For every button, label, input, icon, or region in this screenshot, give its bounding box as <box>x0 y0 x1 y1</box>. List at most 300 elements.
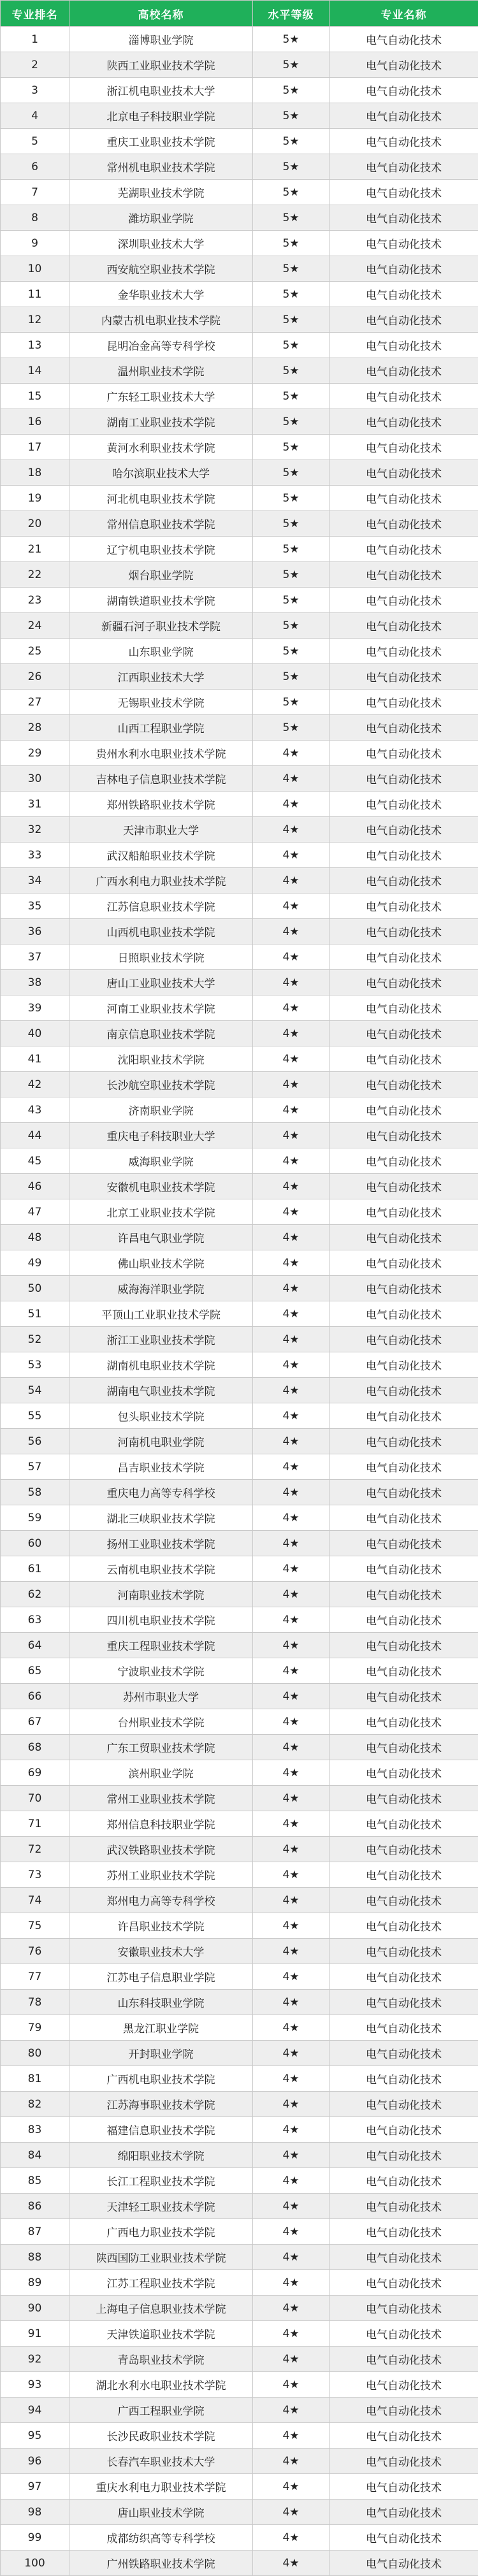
major-name-cell: 电气自动化技术 <box>330 1046 478 1072</box>
level-cell: 4★ <box>253 2117 330 2143</box>
major-name-cell: 电气自动化技术 <box>330 1862 478 1888</box>
table-row <box>1 78 478 103</box>
level-cell: 4★ <box>253 1684 330 1709</box>
rank-cell: 44 <box>1 1123 69 1148</box>
school-name-cell: 日照职业技术学院 <box>69 944 253 970</box>
rank-cell: 65 <box>1 1658 69 1684</box>
rank-cell: 43 <box>1 1097 69 1123</box>
table-row <box>1 1990 478 2015</box>
table-row <box>1 2066 478 2092</box>
school-name-cell: 郑州信息科技职业学院 <box>69 1811 253 1837</box>
rank-cell: 9 <box>1 231 69 256</box>
table-row <box>1 1939 478 1964</box>
rank-cell: 45 <box>1 1148 69 1174</box>
school-name-cell: 广州铁路职业技术学院 <box>69 2551 253 2576</box>
school-name-cell: 深圳职业技术大学 <box>69 231 253 256</box>
major-name-cell: 电气自动化技术 <box>330 1786 478 1811</box>
level-cell: 4★ <box>253 1021 330 1046</box>
level-cell: 4★ <box>253 2245 330 2270</box>
level-cell: 5★ <box>253 486 330 511</box>
school-name-cell: 重庆工业职业技术学院 <box>69 129 253 154</box>
school-name-cell: 湖北水利水电职业技术学院 <box>69 2372 253 2398</box>
major-name-cell: 电气自动化技术 <box>330 868 478 894</box>
table-row <box>1 2296 478 2321</box>
rank-cell: 28 <box>1 715 69 741</box>
table-row <box>1 970 478 995</box>
rank-cell: 7 <box>1 180 69 205</box>
major-name-cell: 电气自动化技术 <box>330 817 478 843</box>
table-row <box>1 1811 478 1837</box>
level-cell: 4★ <box>253 2347 330 2372</box>
rank-cell: 58 <box>1 1480 69 1505</box>
table-row <box>1 2372 478 2398</box>
rank-cell: 19 <box>1 486 69 511</box>
major-name-cell: 电气自动化技术 <box>330 2117 478 2143</box>
level-cell: 5★ <box>253 180 330 205</box>
major-name-cell: 电气自动化技术 <box>330 2398 478 2423</box>
table-row <box>1 2245 478 2270</box>
rank-cell: 96 <box>1 2449 69 2474</box>
major-name-cell: 电气自动化技术 <box>330 1684 478 1709</box>
major-name-cell: 电气自动化技术 <box>330 52 478 78</box>
level-cell: 4★ <box>253 1123 330 1148</box>
table-row <box>1 2194 478 2219</box>
level-cell: 4★ <box>253 2041 330 2066</box>
major-name-cell: 电气自动化技术 <box>330 1990 478 2015</box>
rank-cell: 55 <box>1 1403 69 1429</box>
major-name-cell: 电气自动化技术 <box>330 1021 478 1046</box>
table-row <box>1 2347 478 2372</box>
level-cell: 4★ <box>253 1786 330 1811</box>
level-cell: 4★ <box>253 1811 330 1837</box>
major-name-cell: 电气自动化技术 <box>330 1760 478 1786</box>
level-cell: 5★ <box>253 435 330 460</box>
school-name-cell: 辽宁机电职业技术学院 <box>69 537 253 562</box>
school-name-cell: 北京电子科技职业学院 <box>69 103 253 129</box>
major-name-cell: 电气自动化技术 <box>330 639 478 664</box>
school-name-cell: 山西机电职业技术学院 <box>69 919 253 944</box>
school-name-cell: 吉林电子信息职业技术学院 <box>69 766 253 792</box>
school-name-cell: 江苏电子信息职业学院 <box>69 1964 253 1990</box>
table-row <box>1 2474 478 2500</box>
school-name-cell: 天津轻工职业技术学院 <box>69 2194 253 2219</box>
level-cell: 4★ <box>253 1658 330 1684</box>
major-name-cell: 电气自动化技术 <box>330 2551 478 2576</box>
school-name-cell: 山东职业学院 <box>69 639 253 664</box>
rank-cell: 40 <box>1 1021 69 1046</box>
rank-cell: 92 <box>1 2347 69 2372</box>
major-name-cell: 电气自动化技术 <box>330 1913 478 1939</box>
level-cell: 4★ <box>253 1352 330 1378</box>
major-name-cell: 电气自动化技术 <box>330 231 478 256</box>
school-name-cell: 湖南铁道职业技术学院 <box>69 588 253 613</box>
school-name-cell: 山东科技职业学院 <box>69 1990 253 2015</box>
major-name-cell: 电气自动化技术 <box>330 27 478 52</box>
level-cell: 4★ <box>253 1735 330 1760</box>
table-row <box>1 2092 478 2117</box>
school-name-cell: 陕西工业职业技术学院 <box>69 52 253 78</box>
rank-cell: 86 <box>1 2194 69 2219</box>
school-name-cell: 唐山工业职业技术大学 <box>69 970 253 995</box>
table-row <box>1 715 478 741</box>
major-name-cell: 电气自动化技术 <box>330 2321 478 2347</box>
table-row <box>1 944 478 970</box>
table-row <box>1 1480 478 1505</box>
major-name-cell: 电气自动化技术 <box>330 460 478 486</box>
table-row <box>1 2117 478 2143</box>
rank-cell: 35 <box>1 894 69 919</box>
major-name-cell: 电气自动化技术 <box>330 486 478 511</box>
major-name-cell: 电气自动化技术 <box>330 2041 478 2066</box>
school-name-cell: 南京信息职业技术学院 <box>69 1021 253 1046</box>
school-name-cell: 常州工业职业技术学院 <box>69 1786 253 1811</box>
major-name-cell: 电气自动化技术 <box>330 1352 478 1378</box>
rank-cell: 15 <box>1 384 69 409</box>
school-name-cell: 武汉船舶职业技术学院 <box>69 843 253 868</box>
major-name-cell: 电气自动化技术 <box>330 1097 478 1123</box>
school-name-cell: 山西工程职业学院 <box>69 715 253 741</box>
school-name-cell: 许昌职业技术学院 <box>69 1913 253 1939</box>
rank-cell: 75 <box>1 1913 69 1939</box>
table-row <box>1 1582 478 1607</box>
school-name-cell: 广东轻工职业技术大学 <box>69 384 253 409</box>
rank-cell: 25 <box>1 639 69 664</box>
rank-cell: 74 <box>1 1888 69 1913</box>
school-name-cell: 苏州工业职业技术学院 <box>69 1862 253 1888</box>
major-name-cell: 电气自动化技术 <box>330 1556 478 1582</box>
major-name-cell: 电气自动化技术 <box>330 741 478 766</box>
table-row <box>1 103 478 129</box>
rank-cell: 98 <box>1 2500 69 2525</box>
major-name-cell: 电气自动化技术 <box>330 588 478 613</box>
rank-cell: 20 <box>1 511 69 537</box>
school-name-cell: 哈尔滨职业技术大学 <box>69 460 253 486</box>
rank-cell: 84 <box>1 2143 69 2168</box>
major-name-cell: 电气自动化技术 <box>330 2066 478 2092</box>
major-name-cell: 电气自动化技术 <box>330 1148 478 1174</box>
rank-cell: 8 <box>1 205 69 231</box>
level-cell: 4★ <box>253 1072 330 1097</box>
school-name-cell: 烟台职业学院 <box>69 562 253 588</box>
level-cell: 4★ <box>253 1990 330 2015</box>
school-name-cell: 贵州水利水电职业技术学院 <box>69 741 253 766</box>
level-cell: 4★ <box>253 1939 330 1964</box>
major-name-cell: 电气自动化技术 <box>330 1276 478 1301</box>
school-name-cell: 北京工业职业技术学院 <box>69 1199 253 1225</box>
major-name-cell: 电气自动化技术 <box>330 333 478 358</box>
level-cell: 5★ <box>253 231 330 256</box>
rank-cell: 97 <box>1 2474 69 2500</box>
table-row <box>1 1429 478 1454</box>
rank-cell: 94 <box>1 2398 69 2423</box>
header-row <box>1 1 478 27</box>
table-row <box>1 511 478 537</box>
rank-cell: 99 <box>1 2525 69 2551</box>
school-name-cell: 黑龙江职业学院 <box>69 2015 253 2041</box>
major-name-cell: 电气自动化技术 <box>330 1378 478 1403</box>
table-row <box>1 639 478 664</box>
table-row <box>1 1046 478 1072</box>
level-cell: 4★ <box>253 1097 330 1123</box>
school-name-cell: 青岛职业技术学院 <box>69 2347 253 2372</box>
table-row <box>1 1505 478 1531</box>
level-cell: 4★ <box>253 1250 330 1276</box>
level-cell: 4★ <box>253 2143 330 2168</box>
rank-cell: 57 <box>1 1454 69 1480</box>
level-cell: 5★ <box>253 78 330 103</box>
school-name-cell: 长春汽车职业技术大学 <box>69 2449 253 2474</box>
school-name-cell: 武汉铁路职业技术学院 <box>69 1837 253 1862</box>
rank-cell: 73 <box>1 1862 69 1888</box>
rank-cell: 24 <box>1 613 69 639</box>
major-name-cell: 电气自动化技术 <box>330 1531 478 1556</box>
major-name-cell: 电气自动化技术 <box>330 1939 478 1964</box>
table-row <box>1 1862 478 1888</box>
level-cell: 5★ <box>253 613 330 639</box>
school-name-cell: 威海职业学院 <box>69 1148 253 1174</box>
table-row <box>1 1556 478 1582</box>
major-name-cell: 电气自动化技术 <box>330 1225 478 1250</box>
rank-cell: 83 <box>1 2117 69 2143</box>
table-row <box>1 1225 478 1250</box>
table-row <box>1 613 478 639</box>
major-name-cell: 电气自动化技术 <box>330 944 478 970</box>
header-rank: 专业排名 <box>1 1 69 27</box>
rank-cell: 67 <box>1 1709 69 1735</box>
school-name-cell: 湖南电气职业技术学院 <box>69 1378 253 1403</box>
major-name-cell: 电气自动化技术 <box>330 180 478 205</box>
major-name-cell: 电气自动化技术 <box>330 2194 478 2219</box>
school-name-cell: 河北机电职业技术学院 <box>69 486 253 511</box>
rank-cell: 85 <box>1 2168 69 2194</box>
level-cell: 5★ <box>253 205 330 231</box>
major-name-cell: 电气自动化技术 <box>330 129 478 154</box>
level-cell: 5★ <box>253 460 330 486</box>
table-row <box>1 2168 478 2194</box>
table-row <box>1 154 478 180</box>
major-name-cell: 电气自动化技术 <box>330 2015 478 2041</box>
level-cell: 5★ <box>253 27 330 52</box>
table-header <box>1 1 478 27</box>
rank-cell: 13 <box>1 333 69 358</box>
level-cell: 5★ <box>253 588 330 613</box>
rank-cell: 5 <box>1 129 69 154</box>
level-cell: 4★ <box>253 1046 330 1072</box>
level-cell: 4★ <box>253 1174 330 1199</box>
level-cell: 4★ <box>253 1888 330 1913</box>
major-name-cell: 电气自动化技术 <box>330 766 478 792</box>
level-cell: 5★ <box>253 129 330 154</box>
table-row <box>1 1021 478 1046</box>
school-name-cell: 沈阳职业技术学院 <box>69 1046 253 1072</box>
school-name-cell: 西安航空职业技术学院 <box>69 256 253 282</box>
school-name-cell: 江西职业技术大学 <box>69 664 253 690</box>
rank-cell: 38 <box>1 970 69 995</box>
level-cell: 4★ <box>253 741 330 766</box>
major-name-cell: 电气自动化技术 <box>330 1454 478 1480</box>
major-name-cell: 电气自动化技术 <box>330 282 478 307</box>
level-cell: 5★ <box>253 256 330 282</box>
major-name-cell: 电气自动化技术 <box>330 1607 478 1633</box>
rank-cell: 42 <box>1 1072 69 1097</box>
table-row <box>1 1786 478 1811</box>
rank-cell: 87 <box>1 2219 69 2245</box>
major-name-cell: 电气自动化技术 <box>330 2168 478 2194</box>
school-name-cell: 常州机电职业技术学院 <box>69 154 253 180</box>
table-row <box>1 1403 478 1429</box>
major-name-cell: 电气自动化技术 <box>330 2245 478 2270</box>
header-major-name: 专业名称 <box>330 1 478 27</box>
major-name-cell: 电气自动化技术 <box>330 537 478 562</box>
rank-cell: 11 <box>1 282 69 307</box>
school-name-cell: 滨州职业学院 <box>69 1760 253 1786</box>
level-cell: 4★ <box>253 817 330 843</box>
rank-cell: 37 <box>1 944 69 970</box>
major-name-cell: 电气自动化技术 <box>330 1505 478 1531</box>
table-row <box>1 129 478 154</box>
table-row <box>1 2525 478 2551</box>
level-cell: 4★ <box>253 1607 330 1633</box>
rank-cell: 70 <box>1 1786 69 1811</box>
school-name-cell: 开封职业学院 <box>69 2041 253 2066</box>
school-name-cell: 扬州工业职业技术学院 <box>69 1531 253 1556</box>
level-cell: 5★ <box>253 333 330 358</box>
level-cell: 4★ <box>253 1276 330 1301</box>
major-name-cell: 电气自动化技术 <box>330 970 478 995</box>
major-name-cell: 电气自动化技术 <box>330 2449 478 2474</box>
rank-cell: 17 <box>1 435 69 460</box>
level-cell: 4★ <box>253 2372 330 2398</box>
table-row <box>1 1964 478 1990</box>
rank-cell: 6 <box>1 154 69 180</box>
school-name-cell: 天津铁道职业技术学院 <box>69 2321 253 2347</box>
rank-cell: 81 <box>1 2066 69 2092</box>
table-row <box>1 180 478 205</box>
table-row <box>1 1072 478 1097</box>
level-cell: 4★ <box>253 2168 330 2194</box>
rank-cell: 33 <box>1 843 69 868</box>
level-cell: 4★ <box>253 944 330 970</box>
school-name-cell: 长沙航空职业技术学院 <box>69 1072 253 1097</box>
rank-cell: 91 <box>1 2321 69 2347</box>
school-name-cell: 重庆电力高等专科学校 <box>69 1480 253 1505</box>
rank-cell: 31 <box>1 792 69 817</box>
major-name-cell: 电气自动化技术 <box>330 690 478 715</box>
major-name-cell: 电气自动化技术 <box>330 2372 478 2398</box>
level-cell: 5★ <box>253 307 330 333</box>
rank-cell: 53 <box>1 1352 69 1378</box>
level-cell: 4★ <box>253 1301 330 1327</box>
table-row <box>1 1174 478 1199</box>
rank-cell: 79 <box>1 2015 69 2041</box>
school-name-cell: 成都纺织高等专科学校 <box>69 2525 253 2551</box>
school-name-cell: 宁波职业技术学院 <box>69 1658 253 1684</box>
level-cell: 4★ <box>253 766 330 792</box>
major-name-cell: 电气自动化技术 <box>330 2092 478 2117</box>
rank-cell: 89 <box>1 2270 69 2296</box>
table-row <box>1 894 478 919</box>
rank-cell: 29 <box>1 741 69 766</box>
level-cell: 5★ <box>253 690 330 715</box>
table-row <box>1 1633 478 1658</box>
rank-cell: 14 <box>1 358 69 384</box>
rank-cell: 64 <box>1 1633 69 1658</box>
table-body <box>1 27 478 2576</box>
major-name-cell: 电气自动化技术 <box>330 103 478 129</box>
major-name-cell: 电气自动化技术 <box>330 256 478 282</box>
rank-cell: 23 <box>1 588 69 613</box>
level-cell: 5★ <box>253 384 330 409</box>
table-row <box>1 358 478 384</box>
school-name-cell: 湖南机电职业技术学院 <box>69 1352 253 1378</box>
level-cell: 5★ <box>253 409 330 435</box>
level-cell: 5★ <box>253 52 330 78</box>
table-row <box>1 1658 478 1684</box>
level-cell: 4★ <box>253 792 330 817</box>
rank-cell: 100 <box>1 2551 69 2576</box>
school-name-cell: 济南职业学院 <box>69 1097 253 1123</box>
level-cell: 4★ <box>253 1429 330 1454</box>
rank-cell: 54 <box>1 1378 69 1403</box>
level-cell: 4★ <box>253 1505 330 1531</box>
table-row <box>1 307 478 333</box>
rank-cell: 27 <box>1 690 69 715</box>
level-cell: 4★ <box>253 1480 330 1505</box>
table-row <box>1 2500 478 2525</box>
rank-cell: 48 <box>1 1225 69 1250</box>
level-cell: 4★ <box>253 1403 330 1429</box>
rank-cell: 36 <box>1 919 69 944</box>
level-cell: 4★ <box>253 1531 330 1556</box>
table-row <box>1 333 478 358</box>
table-row <box>1 1276 478 1301</box>
rank-cell: 78 <box>1 1990 69 2015</box>
level-cell: 4★ <box>253 1760 330 1786</box>
table-row <box>1 2449 478 2474</box>
major-name-cell: 电气自动化技术 <box>330 78 478 103</box>
major-name-cell: 电气自动化技术 <box>330 664 478 690</box>
table-row <box>1 1148 478 1174</box>
level-cell: 4★ <box>253 2525 330 2551</box>
header-level: 水平等级 <box>253 1 330 27</box>
level-cell: 4★ <box>253 2015 330 2041</box>
school-name-cell: 广西机电职业技术学院 <box>69 2066 253 2092</box>
table-row <box>1 1735 478 1760</box>
level-cell: 4★ <box>253 1709 330 1735</box>
level-cell: 4★ <box>253 1454 330 1480</box>
school-name-cell: 新疆石河子职业技术学院 <box>69 613 253 639</box>
major-name-cell: 电气自动化技术 <box>330 2270 478 2296</box>
rank-cell: 10 <box>1 256 69 282</box>
table-row <box>1 1327 478 1352</box>
school-name-cell: 许昌电气职业学院 <box>69 1225 253 1250</box>
table-row <box>1 1837 478 1862</box>
rank-cell: 71 <box>1 1811 69 1837</box>
table-row <box>1 664 478 690</box>
school-name-cell: 温州职业技术学院 <box>69 358 253 384</box>
level-cell: 4★ <box>253 1913 330 1939</box>
school-name-cell: 江苏工程职业技术学院 <box>69 2270 253 2296</box>
rank-cell: 63 <box>1 1607 69 1633</box>
school-name-cell: 四川机电职业技术学院 <box>69 1607 253 1633</box>
table-row <box>1 205 478 231</box>
school-name-cell: 郑州电力高等专科学校 <box>69 1888 253 1913</box>
major-name-cell: 电气自动化技术 <box>330 1250 478 1276</box>
school-name-cell: 河南工业职业技术学院 <box>69 995 253 1021</box>
table-row <box>1 1760 478 1786</box>
school-name-cell: 包头职业技术学院 <box>69 1403 253 1429</box>
school-name-cell: 常州信息职业技术学院 <box>69 511 253 537</box>
